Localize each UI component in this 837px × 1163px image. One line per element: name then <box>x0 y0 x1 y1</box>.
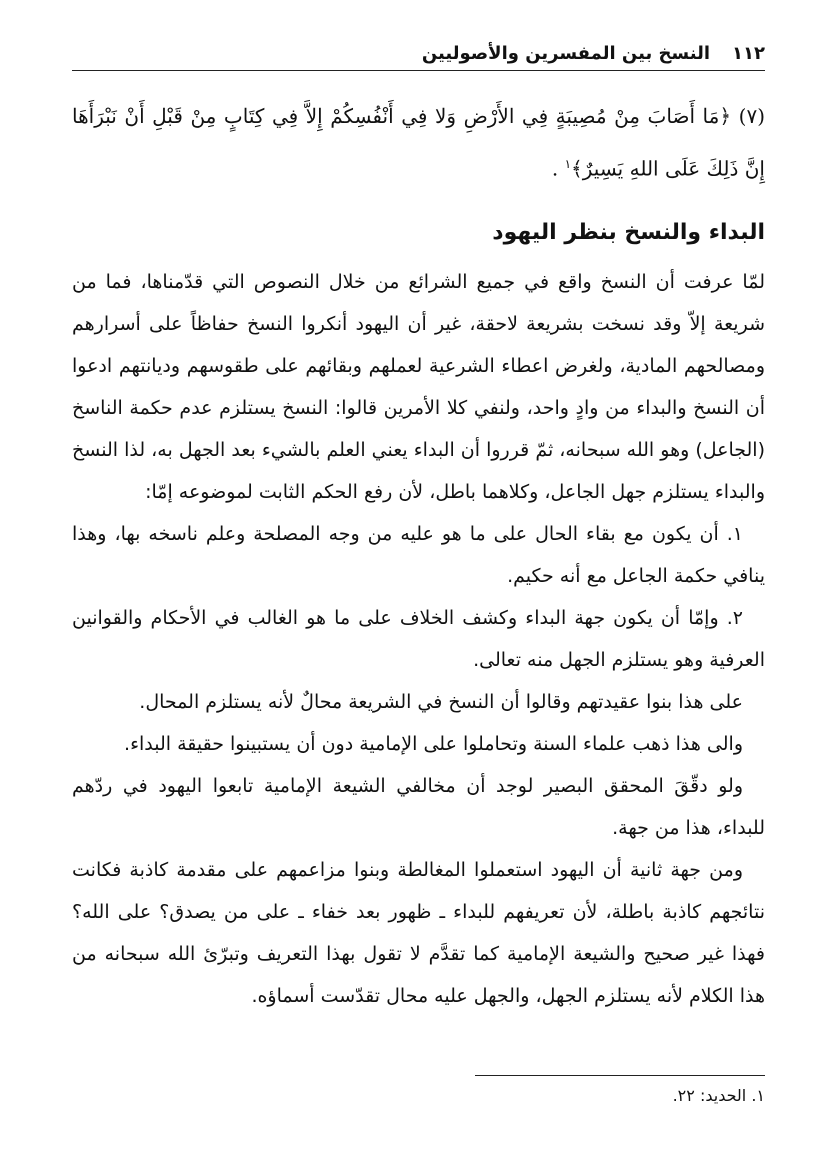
quran-verse: (٧) ﴿مَا أَصَابَ مِنْ مُصِيبَةٍ فِي الأَرْضِ وَلا فِي أَنْفُسِكُمْ إِلاَّ فِي كِتَابٍ مِنْ قَبْلِ أَنْ نَبْرَأَهَا إِنَّ ذَلِكَ عَلَى اللهِ يَسِيرٌ﴾$^١$ . <box>72 104 765 181</box>
paragraph-second-aspect: ومن جهة ثانية أن اليهود استعملوا المغالطة وبنوا مزاعمهم على مقدمة كاذبة فكانت نتائجهم كاذبة باطلة، لأن تعريفهم للبداء ـ ظهور بعد خفاء ـ على من يصدق؟ على الله؟ فهذا غير صحيح والشيعة الإمامية كما تقدَّم لا تقول بهذا التعريف وتبرّئ الله سبحانه من هذا الكلام لأنه يستلزم الجهل، والجهل عليه محال تقدّست أسماؤه. <box>72 858 765 1007</box>
page-number: ١١٢ <box>732 42 765 64</box>
paragraph-conclusion: على هذا بنوا عقيدتهم وقالوا أن النسخ في الشريعة محالٌ لأنه يستلزم المحال. <box>139 690 743 713</box>
list-item-1: ١. أن يكون مع بقاء الحال على ما هو عليه من وجه المصلحة وعلم ناسخه بها، وهذا ينافي حكمة الجاعل مع أنه حكيم. <box>72 522 765 587</box>
verse-text: (٧) ﴿مَا أَصَابَ مِنْ مُصِيبَةٍ فِي الأَرْضِ وَلا فِي أَنْفُسِكُمْ إِلاَّ فِي كِتَابٍ مِنْ قَبْلِ أَنْ نَبْرَأَهَا إِنَّ ذَلِكَ عَلَى اللهِ يَسِيرٌ﴾ <box>72 104 765 181</box>
footnote: ١. الحديد: ٢٢. <box>672 1086 765 1105</box>
footnote-divider <box>475 1075 765 1076</box>
page-body <box>72 92 765 1017</box>
running-title: النسخ بين المفسرين والأصوليين <box>421 42 711 64</box>
footnote-reference: ١ <box>564 157 572 171</box>
header-divider <box>72 70 765 71</box>
list-item-2: ٢. وإمّا أن يكون جهة البداء وكشف الخلاف على ما هو الغالب في الأحكام والقوانين العرفية وهو يستلزم الجهل منه تعالى. <box>72 606 765 671</box>
paragraph-intro: لمّا عرفت أن النسخ واقع في جميع الشرائع من خلال النصوص التي قدّمناها، فما من شريعة إلاّ وقد نسخت بشريعة لاحقة، غير أن اليهود أنكروا النسخ حفاظاً على أسرارهم ومصالحهم المادية، ولغرض اعطاء الشرعية لعملهم وبقائهم على طقوسهم وديانتهم ادعوا أن النسخ والبداء من وادٍ واحد، ولنفي كلا الأمرين قالوا: النسخ يستلزم عدم حكمة الناسخ (الجاعل) وهو الله سبحانه، ثمّ قرروا أن البداء يعني العلم بالشيء بعد الجهل به، لذا النسخ والبداء يستلزم جهل الجاعل، وكلاهما باطل، لأن رفع الحكم الثابت لموضوعه إمّا: <box>72 270 765 503</box>
paragraph-critique: ولو دقّقَ المحقق البصير لوجد أن مخالفي الشيعة الإمامية تابعوا اليهود في ردّهم للبداء، هذا من جهة. <box>72 774 765 839</box>
page-header <box>72 36 765 70</box>
section-heading: البداء والنسخ بنظر اليهود <box>492 219 765 245</box>
paragraph-sunni-view: والى هذا ذهب علماء السنة وتحاملوا على الإمامية دون أن يستبينوا حقيقة البداء. <box>124 732 743 755</box>
